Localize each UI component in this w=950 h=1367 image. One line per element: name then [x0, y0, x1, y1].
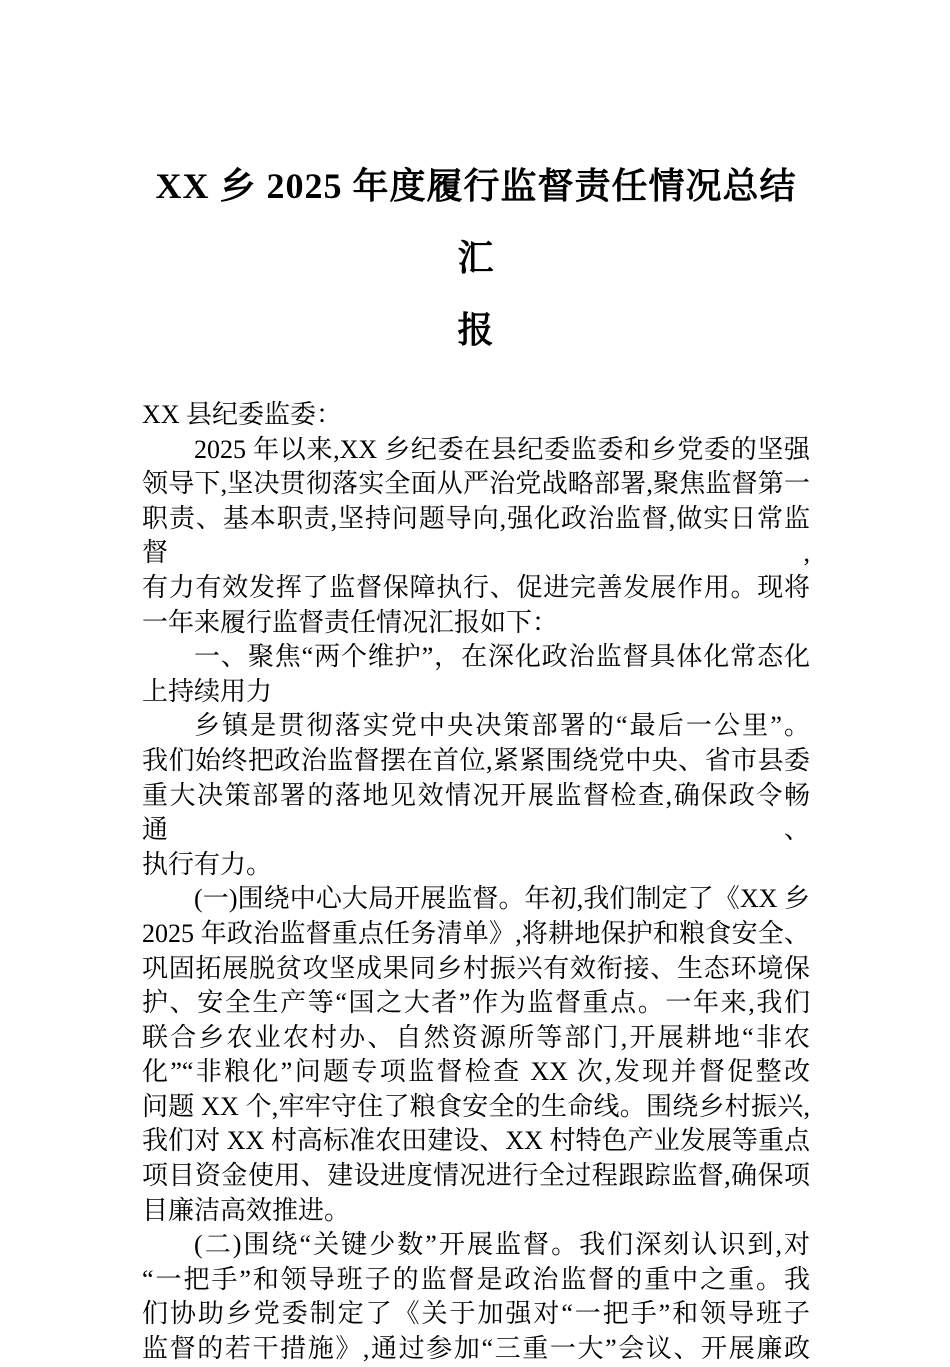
text-line: 2025 年以来,XX 乡纪委在县纪委监委和乡党委的坚强 [194, 434, 810, 464]
document-title [142, 150, 810, 366]
text-line: 我们对 XX 村高标准农田建设、XX 村特色产业发展等重点 [142, 1126, 810, 1156]
text-line: “一把手”和领导班子的监督是政治监督的重中之重。我 [142, 1264, 810, 1294]
text-line: 一年来履行监督责任情况汇报如下： [142, 607, 559, 637]
text-line: 监督的若干措施》,通过参加“三重一大”会议、开展廉政 [142, 1334, 810, 1364]
text-line: 化”“非粮化”问题专项监督检查 XX 次,发现并督促整改 [142, 1057, 810, 1087]
text-line: 护、安全生产等“国之大者”作为监督重点。一年来,我们 [142, 988, 810, 1018]
text-line: 联合乡农业农村办、自然资源所等部门,开展耕地“非农 [142, 1022, 810, 1052]
text-line: 上持续用力 [142, 676, 273, 706]
title-line: XX 乡 2025 年度履行监督责任情况总结汇 [155, 166, 797, 278]
text-line: 我们始终把政治监督摆在首位,紧紧围绕党中央、省市县委 [142, 745, 810, 775]
text-line: 领导下,坚决贯彻落实全面从严治党战略部署,聚焦监督第一 [142, 469, 810, 499]
document-content [142, 150, 810, 1367]
text-line: 目廉洁高效推进。 [142, 1195, 351, 1225]
title-line: 报 [457, 310, 495, 350]
text-line: 们协助乡党委制定了《关于加强对“一把手”和领导班子 [142, 1299, 810, 1329]
text-line: XX 县纪委监委： [142, 400, 343, 429]
document-body [142, 398, 810, 1367]
text-line: 有力有效发挥了监督保障执行、促进完善发展作用。现将 [142, 572, 810, 602]
text-line: 执行有力。 [142, 849, 273, 879]
text-line: 问题 XX 个,牢牢守住了粮食安全的生命线。围绕乡村振兴, [142, 1091, 810, 1121]
text-line: 职责、基本职责,坚持问题导向,强化政治监督,做实日常监督, [142, 503, 810, 568]
text-line: 一、聚焦“两个维护”，在深化政治监督具体化常态化 [194, 642, 810, 672]
text-line: (一)围绕中心大局开展监督。年初,我们制定了《XX 乡 [194, 884, 810, 914]
text-line: 项目资金使用、建设进度情况进行全过程跟踪监督,确保项 [142, 1161, 810, 1191]
text-line: 巩固拓展脱贫攻坚成果同乡村振兴有效衔接、生态环境保 [142, 953, 810, 983]
text-line: 乡镇是贯彻落实党中央决策部署的“最后一公里”。 [194, 711, 810, 741]
text-line: 重大决策部署的落地见效情况开展监督检查,确保政令畅通、 [142, 780, 810, 845]
text-line: 2025 年政治监督重点任务清单》,将耕地保护和粮食安全、 [142, 918, 810, 948]
text-line: (二)围绕“关键少数”开展监督。我们深刻认识到,对 [194, 1230, 810, 1260]
